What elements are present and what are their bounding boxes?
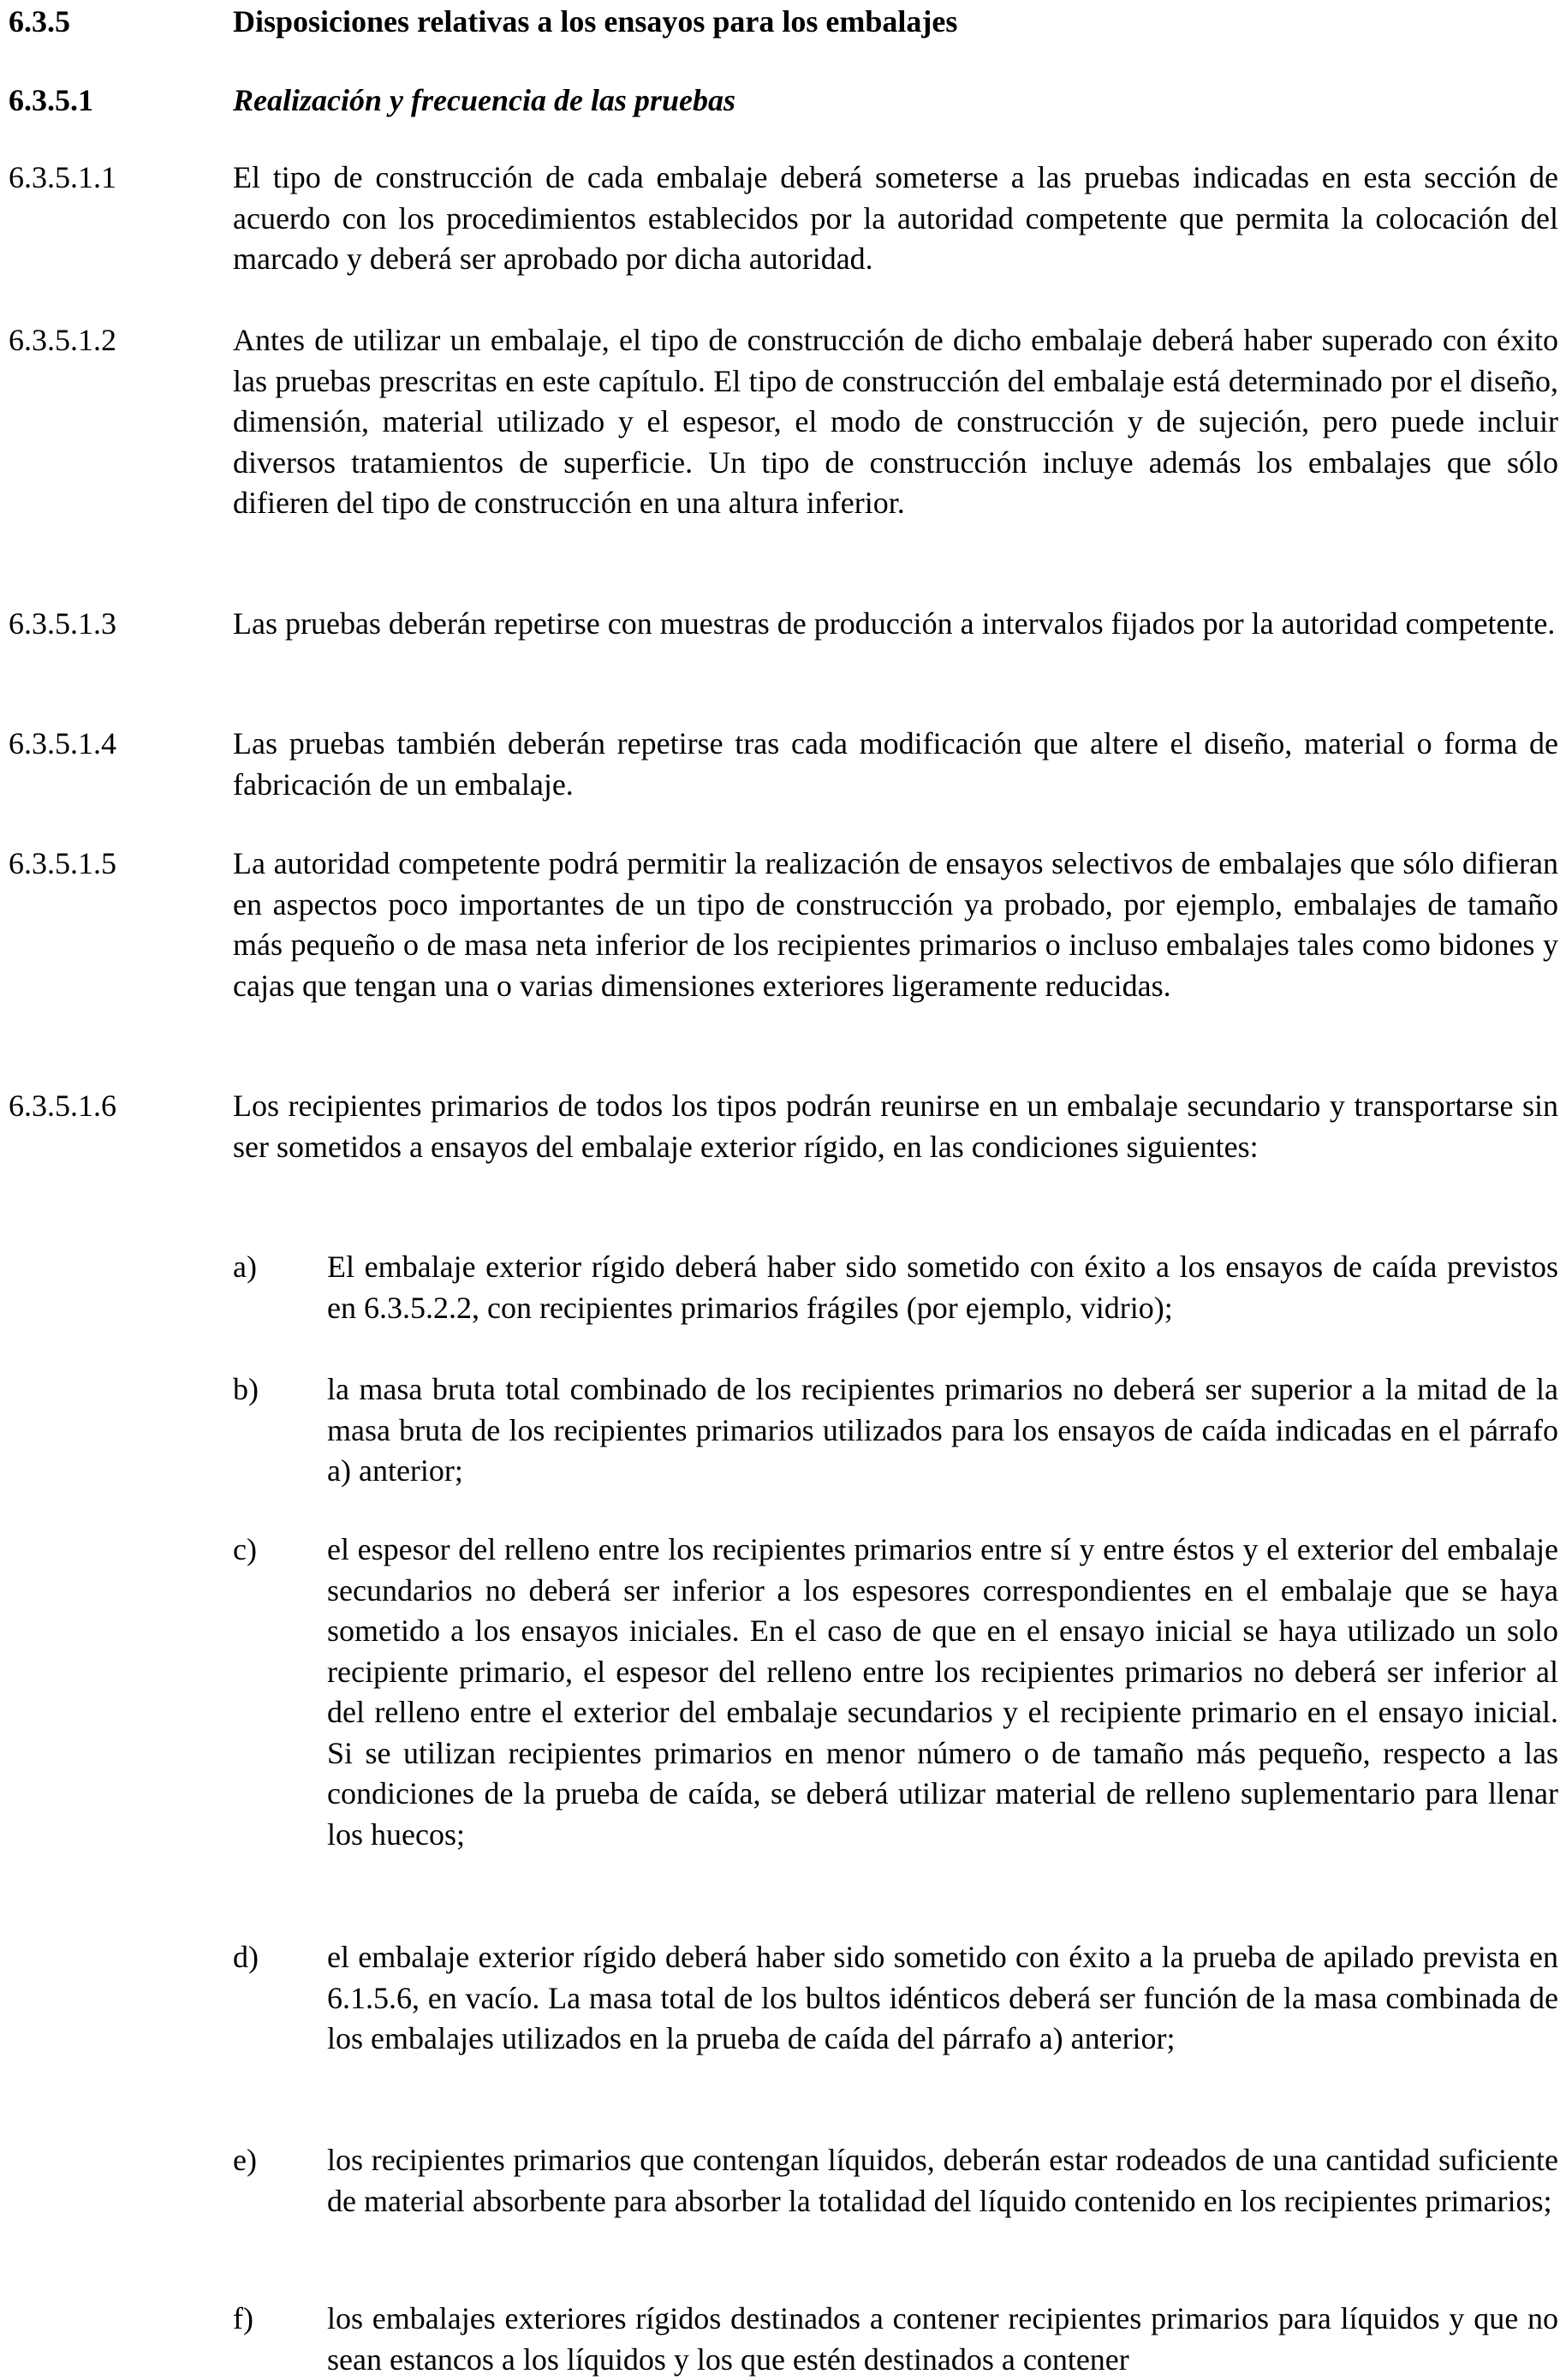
list-item-a [233, 1247, 1558, 1328]
list-item-text: los recipientes primarios que contengan líquidos, deberán estar rodeados de una cantidad suficiente de material absorbente para absorber la totalidad del líquido contenido en los recipientes primarios; [327, 2143, 1558, 2218]
list-item-letter: f) [233, 2301, 253, 2335]
list-item-letter: e) [233, 2143, 257, 2177]
paragraph-number: 6.3.5.1.2 [9, 323, 116, 357]
section-number: 6.3.5.1 [9, 83, 93, 117]
paragraph-number: 6.3.5.1.4 [9, 726, 116, 761]
list-item-letter: c) [233, 1532, 257, 1566]
list-item-e [233, 2140, 1558, 2222]
list-item-text: la masa bruta total combinado de los recipientes primarios no deberá ser superior a la mitad de la masa bruta de los recipientes primarios utilizados para los ensayos de caída indicadas en el párrafo a) anterior; [327, 1372, 1558, 1488]
list-item-text: el embalaje exterior rígido deberá haber sido sometido con éxito a la prueba de apilado prevista en 6.1.5.6, en vacío. La masa total de los bultos idénticos deberá ser función de la masa combinada de los embalajes utilizados en la prueba de caída del párrafo a) anterior; [327, 1940, 1558, 2055]
list-item-c [233, 1530, 1558, 1855]
list-item-f [233, 2299, 1558, 2380]
list-item-text: el espesor del relleno entre los recipientes primarios entre sí y entre éstos y el exterior del embalaje secundarios no deberá ser inferior a los espesores correspondientes en el embalaje que se haya sometido a los ensayos iniciales. En el caso de que en el ensayo inicial se haya utilizado un solo recipiente primario, el espesor del relleno entre los recipientes primarios no deberá ser inferior al del relleno entre el exterior del embalaje secundarios y el recipiente primario en el ensayo inicial. Si se utilizan recipientes primarios en menor número o de tamaño más pequeño, respecto a las condiciones de la prueba de caída, se deberá utilizar material de relleno suplementario para llenar los huecos; [327, 1532, 1558, 1852]
list-item-letter: d) [233, 1940, 259, 1974]
section-number: 6.3.5 [9, 4, 70, 39]
paragraph-6-3-5-1-3 [9, 604, 1558, 645]
paragraph-6-3-5-1-2 [9, 320, 1558, 524]
section-title: Realización y frecuencia de las pruebas [233, 83, 735, 117]
paragraph-6-3-5-1-6 [9, 1086, 1558, 1167]
list-item-b [233, 1369, 1558, 1492]
paragraph-text: El tipo de construcción de cada embalaje deberá someterse a las pruebas indicadas en esta sección de acuerdo con los procedimientos establecidos por la autoridad competente que permita la colocación del marcado y deberá ser aprobado por dicha autoridad. [233, 160, 1558, 276]
list-item-letter: a) [233, 1250, 257, 1284]
paragraph-text: Las pruebas deberán repetirse con muestras de producción a intervalos fijados por la autoridad competente. [233, 606, 1556, 641]
paragraph-6-3-5-1-4 [9, 724, 1558, 805]
list-item-letter: b) [233, 1372, 259, 1406]
paragraph-number: 6.3.5.1.3 [9, 606, 116, 641]
section-heading-6-3-5-1 [9, 81, 1558, 122]
paragraph-6-3-5-1-1 [9, 158, 1558, 280]
section-heading-6-3-5 [9, 2, 1558, 43]
paragraph-number: 6.3.5.1.1 [9, 160, 116, 194]
list-item-text: los embalajes exteriores rígidos destinados a contener recipientes primarios para líquidos y que no sean estancos a los líquidos y los que estén destinados a contener [327, 2301, 1558, 2377]
paragraph-6-3-5-1-5 [9, 844, 1558, 1006]
paragraph-number: 6.3.5.1.5 [9, 846, 116, 880]
list-item-text: El embalaje exterior rígido deberá haber sido sometido con éxito a los ensayos de caída previstos en 6.3.5.2.2, con recipientes primarios frágiles (por ejemplo, vidrio); [327, 1250, 1558, 1325]
list-item-d [233, 1937, 1558, 2060]
paragraph-text: Los recipientes primarios de todos los tipos podrán reunirse en un embalaje secundario y transportarse sin ser sometidos a ensayos del embalaje exterior rígido, en las condiciones siguientes: [233, 1089, 1558, 1164]
paragraph-number: 6.3.5.1.6 [9, 1089, 116, 1123]
paragraph-text: Antes de utilizar un embalaje, el tipo de construcción de dicho embalaje deberá haber superado con éxito las pruebas prescritas en este capítulo. El tipo de construcción del embalaje está determinado por el diseño, dimensión, material utilizado y el espesor, el modo de construcción y de sujeción, pero puede incluir diversos tratamientos de superficie. Un tipo de construcción incluye además los embalajes que sólo difieren del tipo de construcción en una altura inferior. [233, 323, 1558, 520]
paragraph-text: La autoridad competente podrá permitir la realización de ensayos selectivos de embalajes que sólo difieran en aspectos poco importantes de un tipo de construcción ya probado, por ejemplo, embalajes de tamaño más pequeño o de masa neta inferior de los recipientes primarios o incluso embalajes tales como bidones y cajas que tengan una o varias dimensiones exteriores ligeramente reducidas. [233, 846, 1558, 1003]
paragraph-text: Las pruebas también deberán repetirse tras cada modificación que altere el diseño, material o forma de fabricación de un embalaje. [233, 726, 1558, 802]
section-title: Disposiciones relativas a los ensayos para los embalajes [233, 4, 958, 39]
